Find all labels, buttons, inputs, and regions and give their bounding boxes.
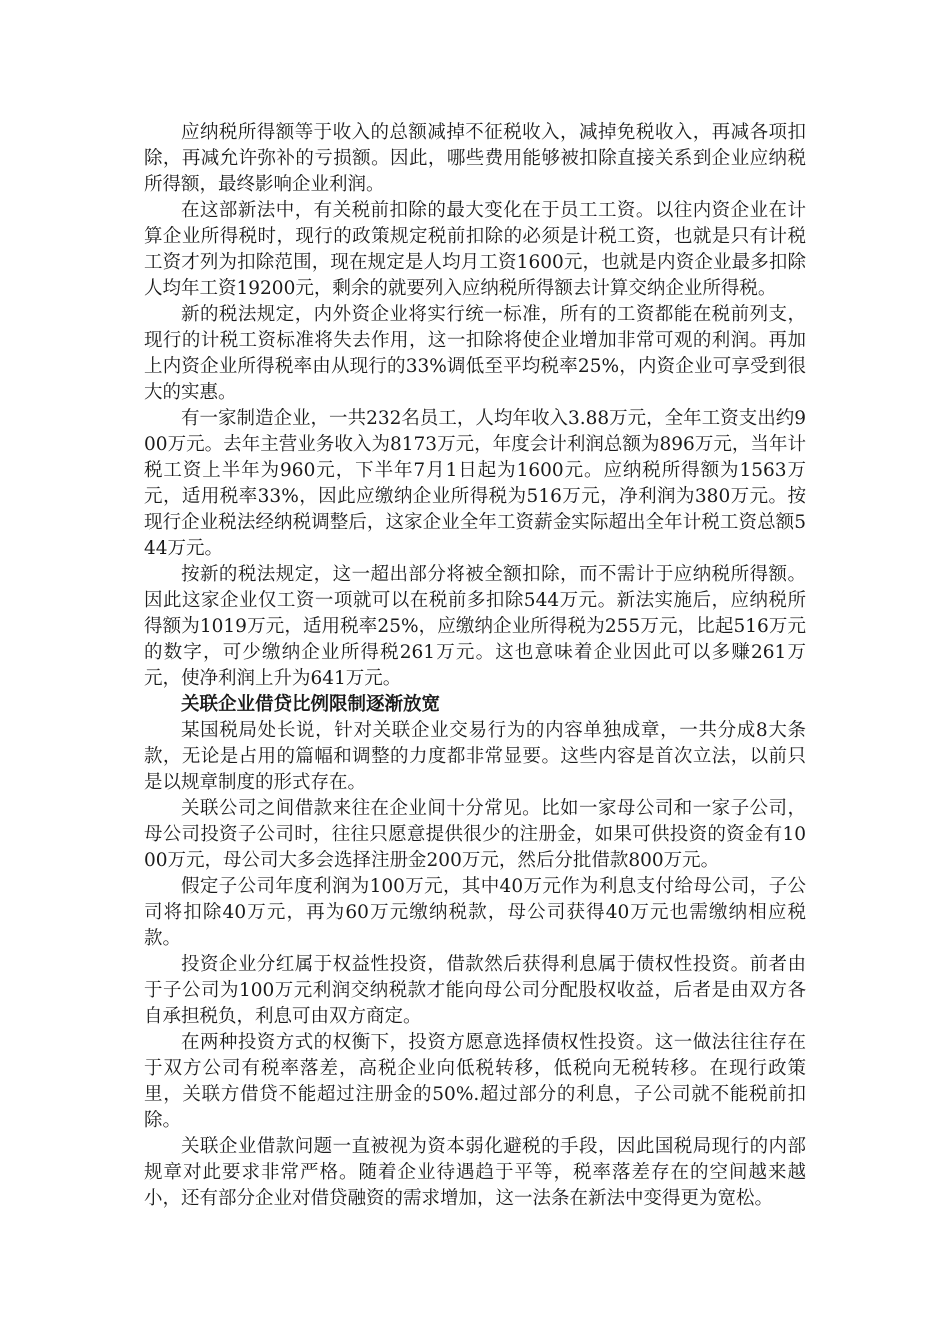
paragraph-investment-choice: 在两种投资方式的权衡下，投资方愿意选择债权性投资。这一做法往往存在于双方公司有税率落差，高税企业向低税转移，低税向无税转移。在现行政策里，关联方借贷不能超过注册金的50%.超过部分的利息，子公司就不能税前扣除。 (144, 1032, 806, 1131)
paragraph-manufacturing-example: 有一家制造企业，一共232名员工，人均年收入3.88万元，全年工资支出约900万元。去年主营业务收入为8173万元，年度会计利润总额为896万元，当年计税工资上半年为960元，下半年7月1日起为1600元。应纳税所得额为1563万元，适用税率33%，因此应缴纳企业所得税为516万元，净利润为380万元。按现行企业税法经纳税调整后，这家企业全年工资薪金实际超出全年计税工资总额544万元。 (144, 408, 806, 559)
paragraph-subsidiary-profit: 假定子公司年度利润为100万元，其中40万元作为利息支付给母公司，子公司将扣除40万元，再为60万元缴纳税款，母公司获得40万元也需缴纳相应税款。 (144, 876, 806, 949)
paragraph-related-party-chapter: 某国税局处长说，针对关联企业交易行为的内容单独成章，一共分成8大条款，无论是占用的篇幅和调整的力度都非常显要。这些内容是首次立法，以前只是以规章制度的形式存在。 (144, 720, 806, 793)
paragraph-intercompany-loans: 关联公司之间借款来往在企业间十分常见。比如一家母公司和一家子公司，母公司投资子公司时，往往只愿意提供很少的注册金，如果可供投资的资金有1000万元，母公司大多会选择注册金200万元，然后分批借款800万元。 (144, 798, 806, 871)
section-heading: 关联企业借贷比例限制逐渐放宽 (181, 694, 441, 715)
paragraph-unified-standard: 新的税法规定，内外资企业将实行统一标准，所有的工资都能在税前列支，现行的计税工资标准将失去作用，这一扣除将使企业增加非常可观的利润。再加上内资企业所得税率由从现行的33%调低至平均税率25%，内资企业可享受到很大的实惠。 (144, 304, 806, 403)
paragraph-salary-deduction: 在这部新法中，有关税前扣除的最大变化在于员工工资。以往内资企业在计算企业所得税时，现行的政策规定税前扣除的必须是计税工资，也就是只有计税工资才列为扣除范围，现在规定是人均月工资1600元，也就是内资企业最多扣除人均年工资19200元，剩余的就要列入应纳税所得额去计算交纳企业所得税。 (144, 200, 806, 299)
paragraph-new-law-effect: 按新的税法规定，这一超出部分将被全额扣除，而不需计于应纳税所得额。因此这家企业仅工资一项就可以在税前多扣除544万元。新法实施后，应纳税所得额为1019万元，适用税率25%，应缴纳企业所得税为255万元，比起516万元的数字，可少缴纳企业所得税261万元。这也意味着企业因此可以多赚261万元，使净利润上升为641万元。 (144, 564, 806, 689)
paragraph-equity-vs-debt: 投资企业分红属于权益性投资，借款然后获得利息属于债权性投资。前者由于子公司为100万元利润交纳税款才能向母公司分配股权收益，后者是由双方各自承担税负，利息可由双方商定。 (144, 954, 806, 1027)
paragraph-taxable-income: 应纳税所得额等于收入的总额减掉不征税收入，减掉免税收入，再减各项扣除，再减允许弥补的亏损额。因此，哪些费用能够被扣除直接关系到企业应纳税所得额，最终影响企业利润。 (144, 122, 806, 195)
document-page (144, 120, 806, 1212)
paragraph-thin-capitalization: 关联企业借款问题一直被视为资本弱化避税的手段，因此国税局现行的内部规章对此要求非常严格。随着企业待遇趋于平等，税率落差存在的空间越来越小，还有部分企业对借贷融资的需求增加，这一法条在新法中变得更为宽松。 (144, 1136, 806, 1209)
